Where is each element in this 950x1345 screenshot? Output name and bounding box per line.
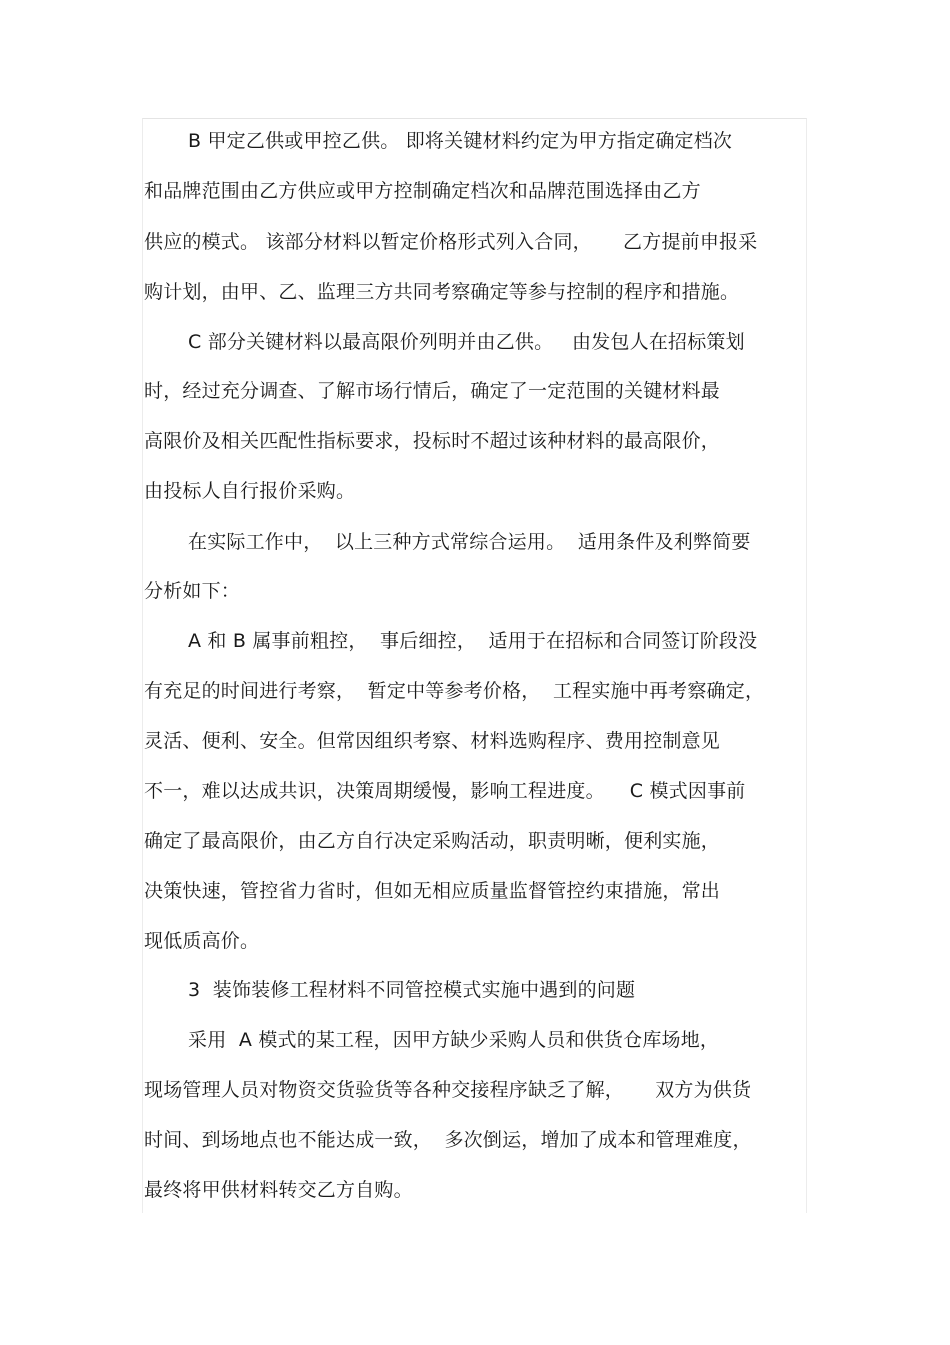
paragraph-b-line-4: 购计划，由甲、乙、监理三方共同考察确定等参与控制的程序和措施。 xyxy=(144,281,740,303)
paragraph-c-line-4: 由投标人自行报价采购。 xyxy=(144,480,356,502)
paragraph-c-line-1: C 部分关键材料以最高限价列明并由乙供。 由发包人在招标策划 xyxy=(188,331,745,353)
paragraph-ab-line-6: 决策快速，管控省力省时，但如无相应质量监督管控约束措施，常出 xyxy=(144,880,721,902)
paragraph-case-line-1: 采用 A 模式的某工程，因甲方缺少采购人员和供货仓库场地， xyxy=(188,1029,720,1051)
paragraph-c-line-3: 高限价及相关匹配性指标要求，投标时不超过该种材料的最高限价， xyxy=(144,430,721,452)
paragraph-ab-line-3: 灵活、便利、安全。但常因组织考察、材料选购程序、费用控制意见 xyxy=(144,730,721,752)
paragraph-ab-line-1: A 和 B 属事前粗控， 事后细控， 适用于在招标和合同签订阶段没 xyxy=(188,630,758,652)
paragraph-ab-line-4: 不一，难以达成共识，决策周期缓慢，影响工程进度。 C 模式因事前 xyxy=(144,780,746,802)
paragraph-b-line-1: B 甲定乙供或甲控乙供。 即将关键材料约定为甲方指定确定档次 xyxy=(188,130,733,152)
paragraph-case-line-2: 现场管理人员对物资交货验货等各种交接程序缺乏了解， 双方为供货 xyxy=(144,1079,752,1101)
paragraph-case-line-4: 最终将甲供材料转交乙方自购。 xyxy=(144,1179,413,1201)
paragraph-ab-line-5: 确定了最高限价，由乙方自行决定采购活动，职责明晰，便利实施， xyxy=(144,830,721,852)
paragraph-ab-line-7: 现低质高价。 xyxy=(144,930,260,952)
paragraph-practice-line-1: 在实际工作中， 以上三种方式常综合运用。 适用条件及利弊简要 xyxy=(188,531,751,553)
paragraph-practice-line-2: 分析如下： xyxy=(144,580,241,602)
section-heading: 3 装饰装修工程材料不同管控模式实施中遇到的问题 xyxy=(188,979,636,1001)
paragraph-b-line-3: 供应的模式。 该部分材料以暂定价格形式列入合同， 乙方提前申报采 xyxy=(144,231,758,253)
paragraph-ab-line-2: 有充足的时间进行考察， 暂定中等参考价格， 工程实施中再考察确定， xyxy=(144,680,765,702)
paragraph-c-line-2: 时，经过充分调查、了解市场行情后，确定了一定范围的关键材料最 xyxy=(144,380,721,402)
paragraph-b-line-2: 和品牌范围由乙方供应或甲方控制确定档次和品牌范围选择由乙方 xyxy=(144,180,701,202)
paragraph-case-line-3: 时间、到场地点也不能达成一致， 多次倒运，增加了成本和管理难度， xyxy=(144,1129,752,1151)
